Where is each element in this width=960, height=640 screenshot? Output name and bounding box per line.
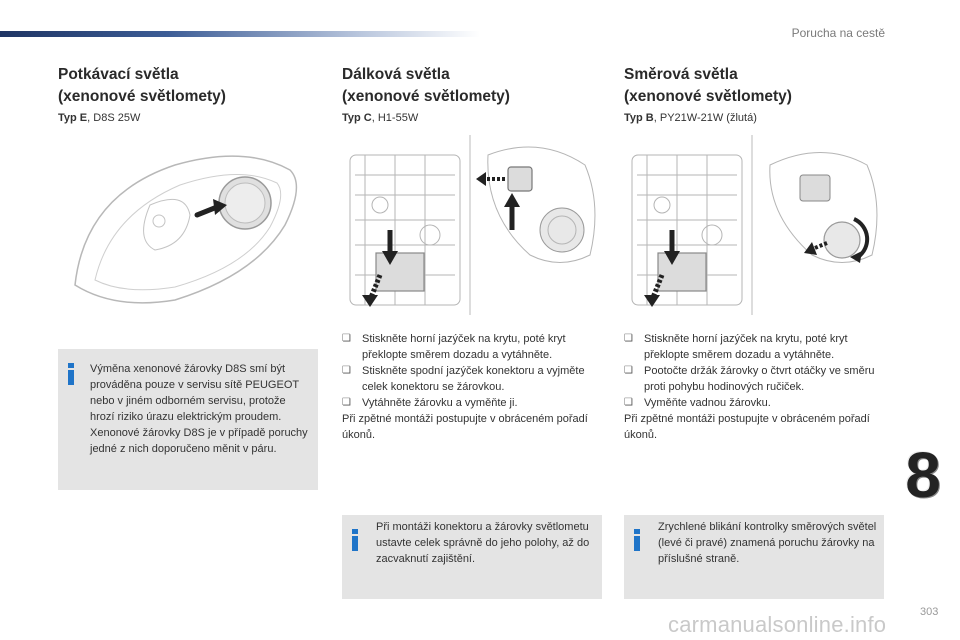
- col1-type-label: Typ E: [58, 112, 88, 124]
- section-title: Porucha na cestě: [791, 26, 885, 40]
- col3-title-line1: Směrová světla: [624, 66, 738, 83]
- step-checkbox-icon: ❏: [342, 365, 351, 376]
- col3-type-label: Typ B: [624, 112, 654, 124]
- watermark: carmanualsonline.info: [668, 612, 887, 637]
- col2-step: [342, 363, 600, 395]
- col1-title-line1: Potkávací světla: [58, 66, 179, 83]
- xenon-warning-text: Výměna xenonové žárovky D8S smí být prováděna pouze v servisu sítě PEUGEOT nebo v jiném odborném servisu, protože hrozí riziko úrazu elektrickým proudem. Xenonové žárovky D8S je v případě poruchy jedné z nich doporučeno měnit v páru.: [90, 363, 308, 455]
- col2-step: [342, 331, 600, 363]
- info-icon: [632, 529, 642, 551]
- col3-reassembly-text: Při zpětné montáži postupujte v obráceném pořadí úkonů.: [624, 413, 870, 441]
- col1-title: [58, 64, 226, 108]
- page-number: 303: [920, 606, 939, 618]
- col3-step-text: Pootočte držák žárovky o čtvrt otáčky ve směru proti pohybu hodinových ručiček.: [644, 365, 875, 393]
- col2-steps: [342, 331, 600, 411]
- info-icon: [350, 529, 360, 551]
- col2-title: [342, 64, 510, 108]
- col2-reassembly-text: Při zpětné montáži postupujte v obráceném pořadí úkonů.: [342, 413, 588, 441]
- col1-type: [58, 112, 140, 124]
- col3-type-value: , PY21W-21W (žlutá): [653, 112, 757, 124]
- col3-title: [624, 64, 792, 108]
- col2-note-text: Při montáži konektoru a žárovky světlometu ustavte celek správně do jeho polohy, až do zacvaknutí zajištění.: [376, 521, 590, 565]
- col2-step-text: Stiskněte spodní jazýček konektoru a vyjměte celek konektoru se žárovkou.: [362, 365, 585, 393]
- headlight-high-beam-illustration: [340, 135, 602, 320]
- headlight-turn-signal-illustration: [622, 135, 884, 320]
- col2-step: [342, 395, 600, 411]
- col2-note-box: [342, 515, 602, 599]
- col2-step-text: Vytáhněte žárovku a vyměňte ji.: [362, 397, 518, 409]
- step-checkbox-icon: ❏: [342, 333, 351, 344]
- col3-note-box: [624, 515, 884, 599]
- step-checkbox-icon: ❏: [624, 333, 633, 344]
- col3-step: [624, 331, 882, 363]
- col3-note-text: Zrychlené blikání kontrolky směrových světel (levé či pravé) znamená poruchu žárovky na příslušné straně.: [658, 521, 877, 565]
- col2-type: [342, 112, 418, 124]
- col3-step: [624, 363, 882, 395]
- col3-step-text: Vyměňte vadnou žárovku.: [644, 397, 771, 409]
- chapter-number: 8: [905, 439, 941, 511]
- col2-step-text: Stiskněte horní jazýček na krytu, poté kryt překlopte směrem dozadu a vytáhněte.: [362, 333, 566, 361]
- info-icon: [66, 363, 76, 385]
- xenon-warning-box: [58, 349, 318, 490]
- header-bar: [0, 31, 480, 37]
- col2-title-line1: Dálková světla: [342, 66, 450, 83]
- col2-title-line2: (xenonové světlomety): [342, 88, 510, 105]
- col3-step-text: Stiskněte horní jazýček na krytu, poté kryt překlopte směrem dozadu a vytáhněte.: [644, 333, 848, 361]
- col1-type-value: , D8S 25W: [87, 112, 141, 124]
- col3-step: [624, 395, 882, 411]
- col3-steps: [624, 331, 882, 411]
- step-checkbox-icon: ❏: [342, 397, 351, 408]
- col1-title-line2: (xenonové světlomety): [58, 88, 226, 105]
- headlight-low-beam-illustration: [55, 135, 317, 315]
- step-checkbox-icon: ❏: [624, 397, 633, 408]
- col2-type-label: Typ C: [342, 112, 372, 124]
- col3-title-line2: (xenonové světlomety): [624, 88, 792, 105]
- col2-type-value: , H1-55W: [371, 112, 419, 124]
- step-checkbox-icon: ❏: [624, 365, 633, 376]
- col3-type: [624, 112, 757, 124]
